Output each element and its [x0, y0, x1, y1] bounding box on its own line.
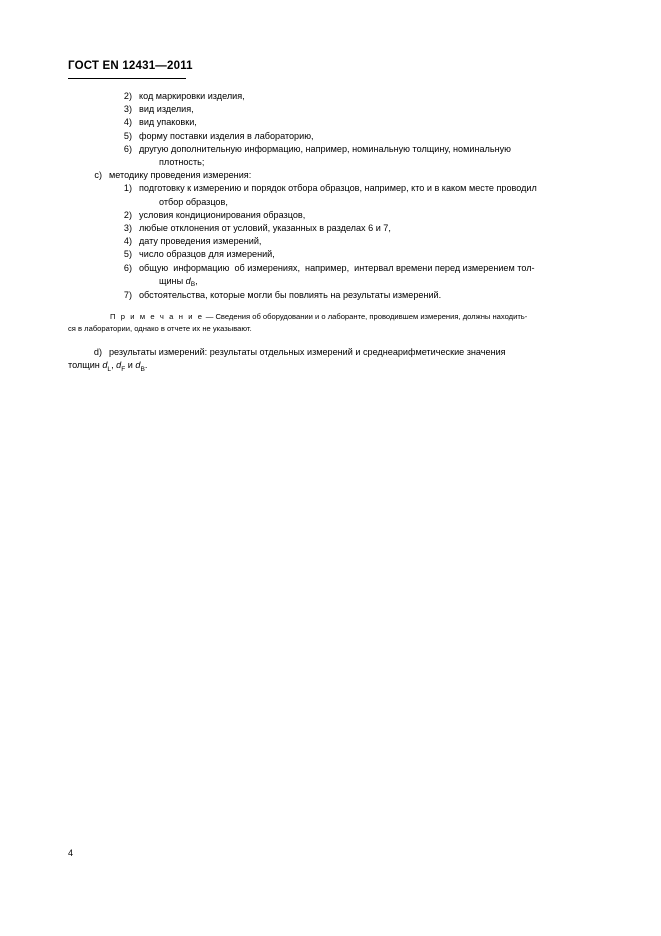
list-text: общую информацию об измерениях, например, интервал времени перед измерением тол-: [139, 262, 535, 273]
page-number: 4: [68, 848, 74, 858]
list-text: условия кондиционирования образцов,: [139, 209, 306, 220]
list-marker: 6): [123, 262, 132, 273]
note-block: [110, 311, 610, 323]
list-item: [110, 235, 598, 248]
list-marker: 3): [123, 223, 132, 234]
list-marker: 7): [123, 290, 132, 301]
continuation-suffix: ,: [195, 275, 198, 286]
separator-and: и: [125, 360, 136, 371]
list-marker: c): [94, 170, 102, 181]
note-block-line2: [68, 323, 598, 335]
list-item: [110, 182, 598, 195]
list-text: методику проведения измерения:: [109, 170, 252, 181]
list-text-continuation: плотность;: [159, 157, 205, 168]
list-marker: 4): [123, 117, 132, 128]
list-marker: 6): [123, 143, 132, 154]
list-item: [110, 143, 598, 156]
list-marker: 4): [123, 236, 132, 247]
symbol-subscript: B: [140, 365, 145, 373]
symbol-d: d: [116, 360, 122, 371]
list-marker: d): [93, 347, 102, 358]
list-marker: 1): [123, 183, 132, 194]
continuation-prefix: щины: [159, 275, 186, 286]
symbol-d: d: [185, 275, 191, 286]
list-item: [110, 130, 598, 143]
document-header: ГОСТ EN 12431—2011: [68, 60, 193, 72]
list-item: [110, 103, 598, 116]
list-item-c: [88, 169, 598, 182]
list-marker: 2): [123, 91, 132, 101]
symbol-subscript: F: [121, 365, 126, 373]
list-text: результаты измерений: результаты отдельных измерений и среднеарифметические значения: [109, 347, 506, 358]
note-line2: ся в лаборатории, однако в отчете их не указывают.: [68, 323, 252, 333]
list-item: [110, 289, 598, 302]
separator-comma: ,: [111, 360, 117, 371]
list-text: вид изделия,: [139, 104, 194, 115]
list-text: любые отклонения от условий, указанных в разделах 6 и 7,: [139, 223, 391, 234]
list-item: [110, 262, 598, 275]
note-line1: Сведения об оборудовании и о лаборанте, проводившем измерения, должны находить-: [215, 312, 528, 322]
list-item-d: [88, 346, 598, 359]
list-text: вид упаковки,: [139, 117, 197, 128]
list-marker: 3): [123, 104, 132, 115]
continuation-prefix: толщин: [68, 360, 103, 371]
list-marker: 5): [123, 249, 132, 260]
list-item: [110, 209, 598, 222]
list-marker: 5): [123, 130, 132, 141]
list-text-continuation-d: [68, 359, 598, 373]
list-text: форму поставки изделия в лабораторию,: [139, 130, 314, 141]
symbol-d: d: [102, 360, 108, 371]
list-text-continuation: отбор образцов,: [159, 196, 228, 207]
header-underline: [68, 78, 186, 79]
symbol-subscript: B: [190, 281, 196, 289]
list-text: код маркировки изделия,: [139, 91, 245, 101]
list-item: [110, 90, 598, 103]
list-text: другую дополнительную информацию, например, номинальную толщину, номинальную: [139, 143, 511, 154]
list-text: дату проведения измерений,: [139, 236, 262, 247]
note-dash: —: [205, 312, 214, 322]
list-text-continuation: [159, 275, 598, 289]
list-text: подготовку к измерению и порядок отбора образцов, например, кто и в каком месте проводил: [139, 183, 537, 194]
list-text: число образцов для измерений,: [139, 249, 275, 260]
list-item: [110, 116, 598, 129]
list-text: обстоятельства, которые могли бы повлиять на результаты измерений.: [139, 290, 442, 301]
list-item: [110, 248, 598, 261]
document-body: [68, 90, 598, 374]
symbol-d: d: [135, 360, 141, 371]
list-marker: 2): [123, 209, 132, 220]
note-label: П р и м е ч а н и е: [110, 312, 204, 322]
period: .: [144, 360, 148, 371]
symbol-subscript: L: [107, 365, 112, 373]
list-item: [110, 222, 598, 235]
